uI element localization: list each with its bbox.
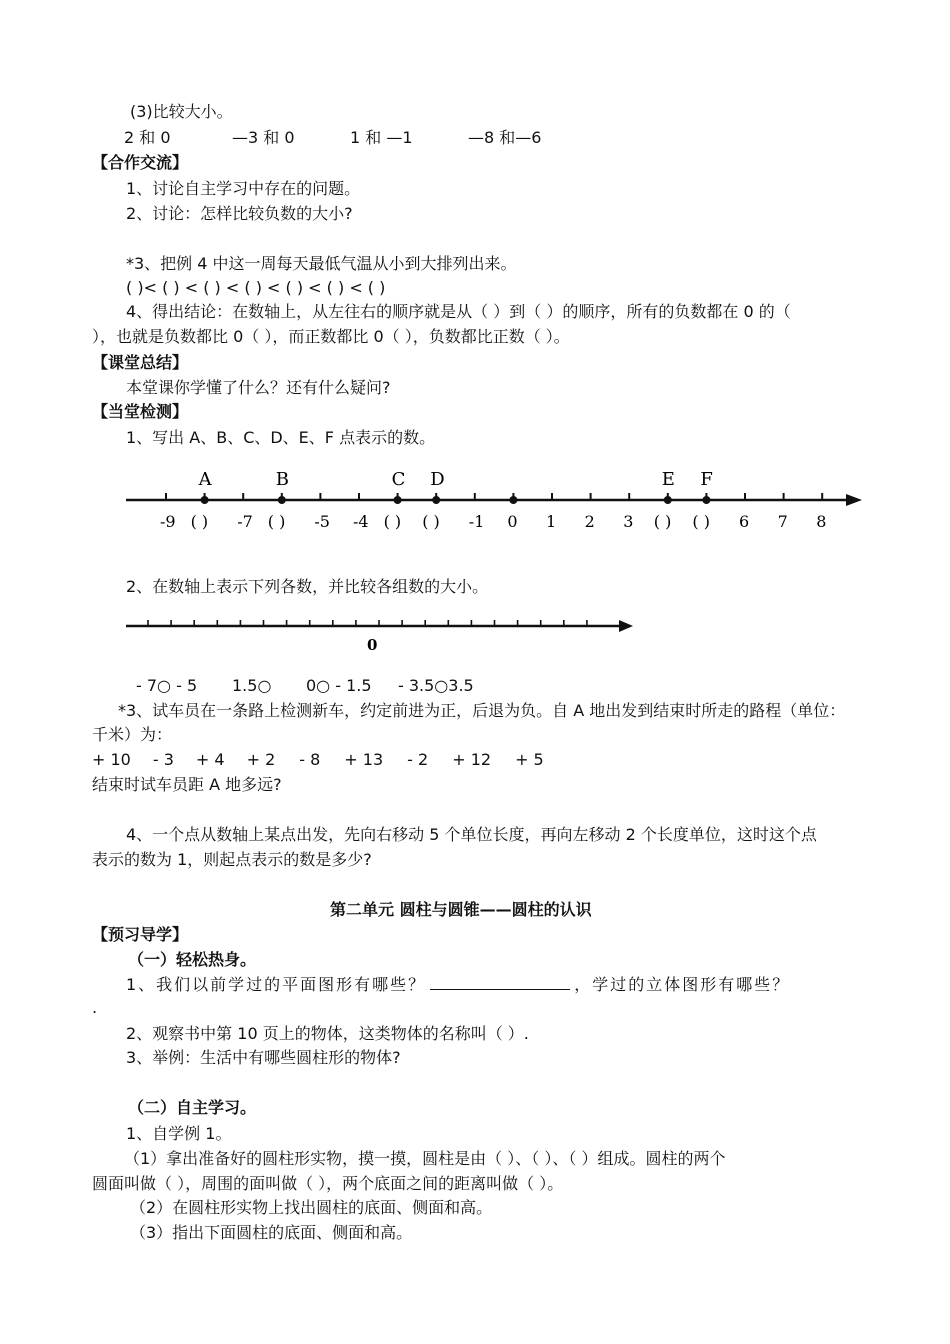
self-study-q1-a-line2: 圆面叫做（ ），周围的面叫做（ ），两个底面之间的距离叫做（ ）。 xyxy=(92,1174,564,1193)
section-heading-cooperate: 【合作交流】 xyxy=(92,153,189,172)
tick-label: ( ) xyxy=(692,512,710,531)
compare-item: —8 和—6 xyxy=(468,128,542,147)
check-q3-values xyxy=(92,750,544,770)
check-q1: 1、写出 A、B、C、D、E、F 点表示的数。 xyxy=(126,428,436,447)
number-line-2 xyxy=(0,610,950,660)
tick-label: ( ) xyxy=(383,512,402,531)
tick-label: 2 xyxy=(584,512,595,531)
check-q4-line1: 4、一个点从数轴上某点出发，先向右移动 5 个单位长度，再向左移动 2 个长度单位，这时这个点 xyxy=(126,825,817,844)
point-dot xyxy=(394,496,402,504)
section-heading-summary: 【课堂总结】 xyxy=(92,353,189,372)
summary-text: 本堂课你学懂了什么？还有什么疑问? xyxy=(126,378,391,397)
tick-label: ( ) xyxy=(267,512,286,531)
point-dot xyxy=(664,496,672,504)
warmup-q1-part-b: ，学过的立体图形有哪些？ xyxy=(574,975,791,994)
unit-title: 第二单元 圆柱与圆锥——圆柱的认识 xyxy=(330,900,592,919)
tick-label: 6 xyxy=(739,512,750,531)
self-study-q1: 1、自学例 1。 xyxy=(126,1124,232,1143)
point-label: F xyxy=(700,469,713,490)
tick-label: ( ) xyxy=(653,512,672,531)
point-dot xyxy=(702,496,710,504)
cooperate-q2: 2、讨论：怎样比较负数的大小? xyxy=(126,204,353,223)
tick-label: -4 xyxy=(353,512,369,531)
point-label: C xyxy=(391,469,406,490)
tick-label: ( ) xyxy=(422,512,440,531)
tick-label: -9 xyxy=(160,512,176,531)
warmup-q2: 2、观察书中第 10 页上的物体，这类物体的名称叫（ ）. xyxy=(126,1024,529,1043)
check-q2: 2、在数轴上表示下列各数，并比较各组数的大小。 xyxy=(126,577,489,596)
self-study-q1-c: （3）指出下面圆柱的底面、侧面和高。 xyxy=(130,1223,413,1242)
compare-item: —3 和 0 xyxy=(232,128,295,147)
origin-dot xyxy=(509,496,517,504)
tick-label: 7 xyxy=(777,512,788,531)
check-q2-item: 0○ - 1.5 xyxy=(306,676,372,695)
number-line-1 xyxy=(0,455,950,545)
distance-value: + 4 xyxy=(195,750,225,769)
compare-item: 1 和 —1 xyxy=(350,128,413,147)
check-q3-line2: 千米）为： xyxy=(92,725,173,744)
check-q2-item: 1.5○ xyxy=(232,676,272,695)
compare-heading: (3)比较大小。 xyxy=(130,102,233,121)
distance-value: + 10 xyxy=(92,750,131,769)
point-dot xyxy=(201,496,209,504)
point-dot xyxy=(432,496,440,504)
check-q2-item: - 3.5○3.5 xyxy=(398,676,474,695)
check-q3-line1: *3、试车员在一条路上检测新车，约定前进为正，后退为负。自 A 地出发到结束时所走的路程（单位： xyxy=(118,701,846,720)
point-dot xyxy=(278,496,286,504)
tick-label: 3 xyxy=(623,512,634,531)
tick-label: 8 xyxy=(816,512,827,531)
warmup-q3: 3、举例：生活中有哪些圆柱形的物体? xyxy=(126,1048,401,1067)
warmup-q1-dot: . xyxy=(92,998,98,1017)
distance-value: + 13 xyxy=(344,750,384,769)
cooperate-q4-line1: 4、得出结论：在数轴上，从左往右的顺序就是从（ ）到（ ）的顺序，所有的负数都在 0 的（ xyxy=(126,302,791,321)
distance-value: - 8 xyxy=(299,750,321,769)
check-q4-line2: 表示的数为 1，则起点表示的数是多少? xyxy=(92,850,372,869)
distance-value: + 5 xyxy=(515,750,544,769)
check-q3-question: 结束时试车员距 A 地多远? xyxy=(92,775,282,794)
tick-label: 1 xyxy=(546,512,557,531)
self-study-heading: （二）自主学习。 xyxy=(128,1098,257,1117)
section-heading-check: 【当堂检测】 xyxy=(92,402,189,421)
tick-label: 0 xyxy=(507,512,518,531)
warmup-heading: （一）轻松热身。 xyxy=(128,950,257,969)
self-study-q1-b: （2）在圆柱形实物上找出圆柱的底面、侧面和高。 xyxy=(130,1198,493,1217)
distance-value: + 12 xyxy=(452,750,492,769)
check-q2-item: - 7○ - 5 xyxy=(136,676,198,695)
number-line-2-zero-label: 0 xyxy=(367,636,378,654)
warmup-q1-part-a: 1、我们以前学过的平面图形有哪些？ xyxy=(126,975,427,994)
point-label: A xyxy=(198,469,212,490)
tick-label: -7 xyxy=(237,512,253,531)
distance-value: - 2 xyxy=(407,750,429,769)
point-label: D xyxy=(430,469,445,490)
warmup-q1 xyxy=(126,975,790,995)
distance-value: + 2 xyxy=(246,750,276,769)
compare-item: 2 和 0 xyxy=(124,128,171,147)
cooperate-q3: *3、把例 4 中这一周每天最低气温从小到大排列出来。 xyxy=(126,254,517,273)
answer-blank xyxy=(430,975,570,990)
distance-value: - 3 xyxy=(152,750,174,769)
cooperate-q3-blanks: ( )< ( ) < ( ) < ( ) < ( ) < ( ) < ( ) xyxy=(126,278,386,297)
tick-label: ( ) xyxy=(190,512,209,531)
cooperate-q1: 1、讨论自主学习中存在的问题。 xyxy=(126,179,361,198)
tick-label: -1 xyxy=(468,512,485,531)
self-study-q1-a-line1: （1）拿出准备好的圆柱形实物，摸一摸，圆柱是由（ ）、（ ）、（ ）组成。圆柱的两个 xyxy=(124,1149,726,1168)
cooperate-q4-line2: ），也就是负数都比 0（ ），而正数都比 0（ ），负数都比正数（ ）。 xyxy=(92,327,570,346)
section-heading-preview: 【预习导学】 xyxy=(92,925,189,944)
point-label: B xyxy=(275,469,290,490)
tick-label: -5 xyxy=(314,512,330,531)
point-label: E xyxy=(661,469,675,490)
